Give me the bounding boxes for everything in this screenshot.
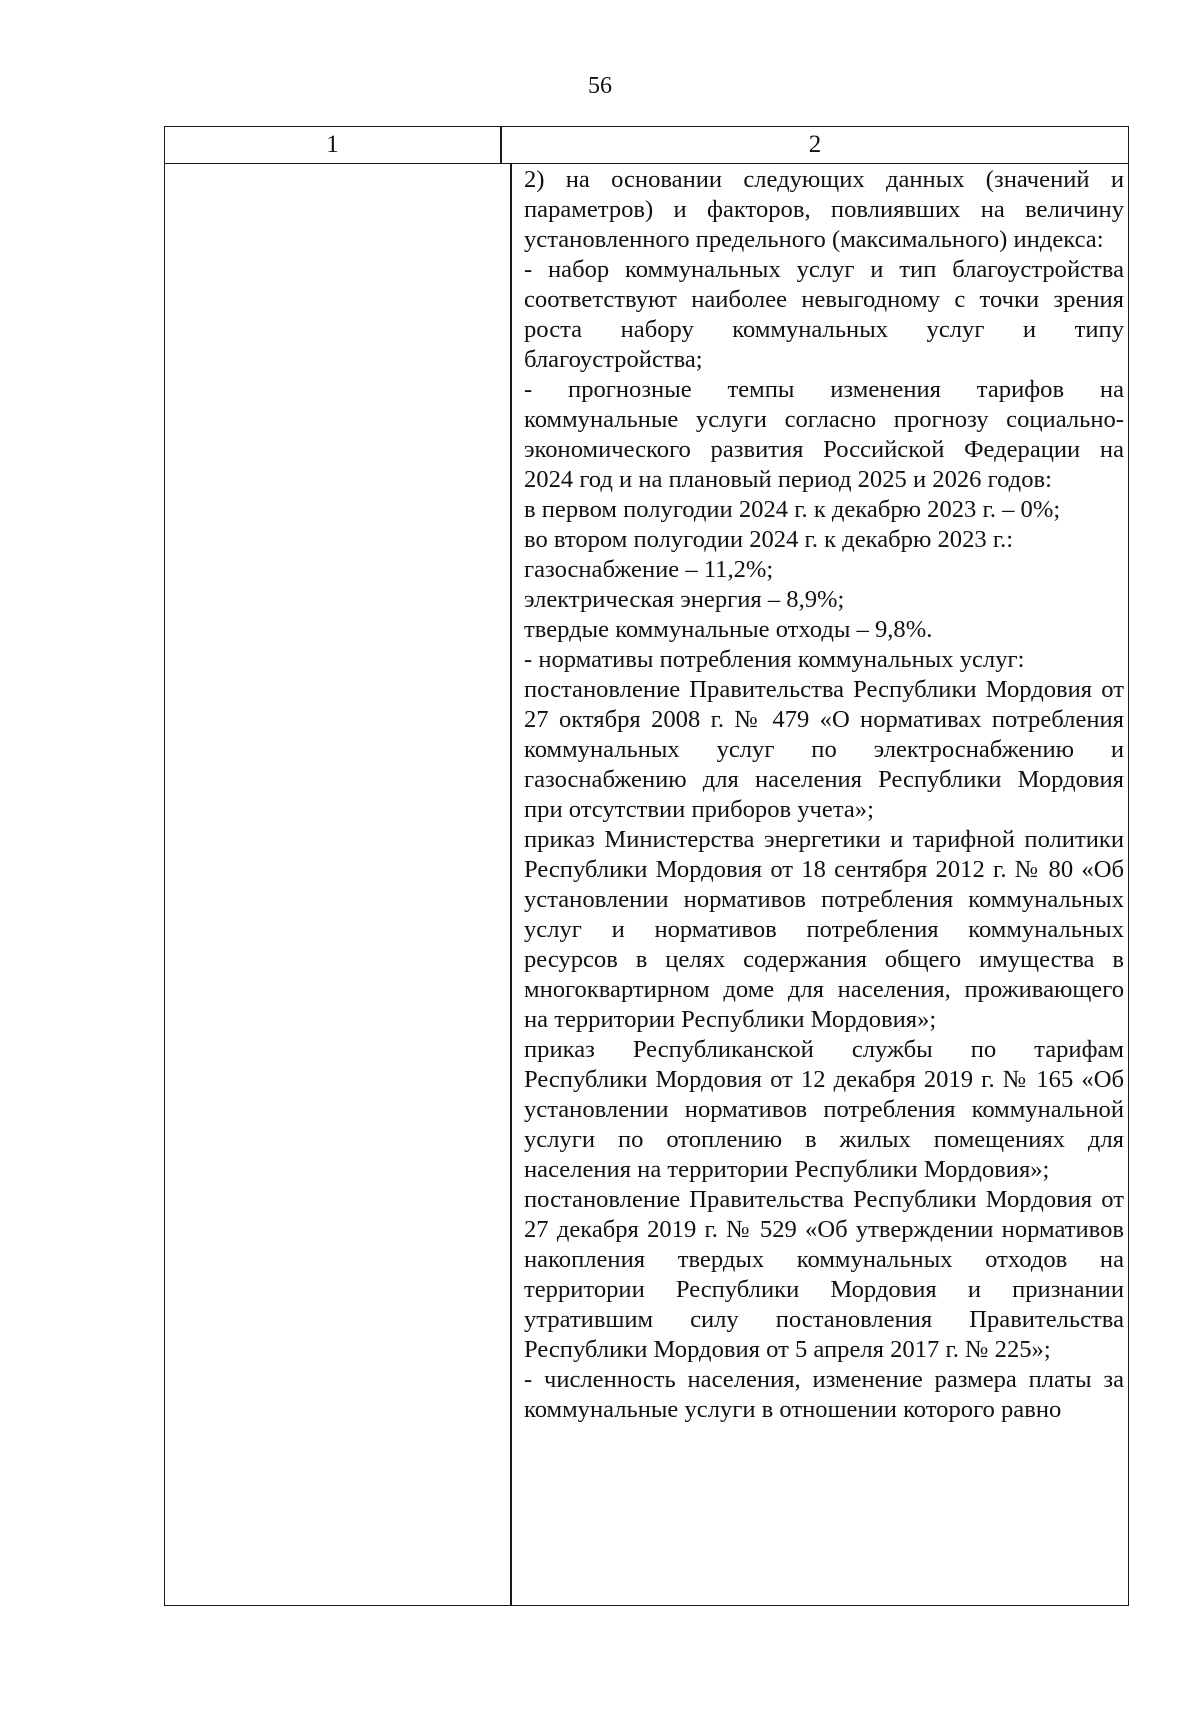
paragraph-order-165: приказ Республиканской службы по тарифам Республики Мордовия от 12 декабря 2019 г. № 165 «Об установлении нормативов потребления коммунальной услуги по отоплению в жилых помещениях для населения на территории Республики Мордовия»; [524,1036,1124,1183]
body-column-divider [510,163,512,1606]
paragraph-resolution-479: постановление Правительства Республики Мордовия от 27 октября 2008 г. № 479 «О нормативах потребления коммунальных услуг по электроснабжению и газоснабжению для населения Республики Мордовия при отсутствии приборов учета»; [524,676,1124,823]
paragraph-gas-supply: газоснабжение – 11,2%; [524,556,774,583]
paragraph-consumption-norms: - нормативы потребления коммунальных услуг: [524,646,1025,673]
paragraph-order-80: приказ Министерства энергетики и тарифной политики Республики Мордовия от 18 сентября 2012 г. № 80 «Об установлении нормативов потребления коммунальных услуг и нормативов потребления коммунальных ресурсов в целях содержания общего имущества в многоквартирном доме для населения, проживающего на территории Республики Мордовия»; [524,826,1124,1033]
paragraph-electricity: электрическая энергия – 8,9%; [524,586,845,613]
paragraph-tariff-forecast: - прогнозные темпы изменения тарифов на коммунальные услуги согласно прогнозу социально-экономического развития Российской Федерации на 2024 год и на плановый период 2025 и 2026 годов: [524,376,1124,493]
paragraph-second-half: во втором полугодии 2024 г. к декабрю 2023 г.: [524,526,1014,553]
paragraph-solid-waste: твердые коммунальные отходы – 9,8%. [524,616,933,643]
page-number: 56 [588,73,612,99]
paragraph-first-half: в первом полугодии 2024 г. к декабрю 2023 г. – 0%; [524,496,1061,523]
column-2-content [514,165,1128,1425]
column-header-2: 2 [808,131,822,158]
paragraph-population: - численность населения, изменение размера платы за коммунальные услуги в отношении которого равно [524,1366,1124,1423]
paragraph-services-set: - набор коммунальных услуг и тип благоустройства соответствуют наиболее невыгодному с точки зрения роста набору коммунальных услуг и типу благоустройства; [524,256,1124,373]
table-header-row [165,127,1128,164]
column-header-1: 1 [326,131,339,158]
paragraph-resolution-529: постановление Правительства Республики Мордовия от 27 декабря 2019 г. № 529 «Об утверждении нормативов накопления твердых коммунальных отходов на территории Республики Мордовия и признании утратившим силу постановления Правительства Республики Мордовия от 5 апреля 2017 г. № 225»; [524,1186,1124,1363]
document-table [164,126,1129,1606]
paragraph-index-basis: 2) на основании следующих данных (значений и параметров) и факторов, повлиявших на величину установленного предельного (максимального) индекса: [524,166,1124,253]
